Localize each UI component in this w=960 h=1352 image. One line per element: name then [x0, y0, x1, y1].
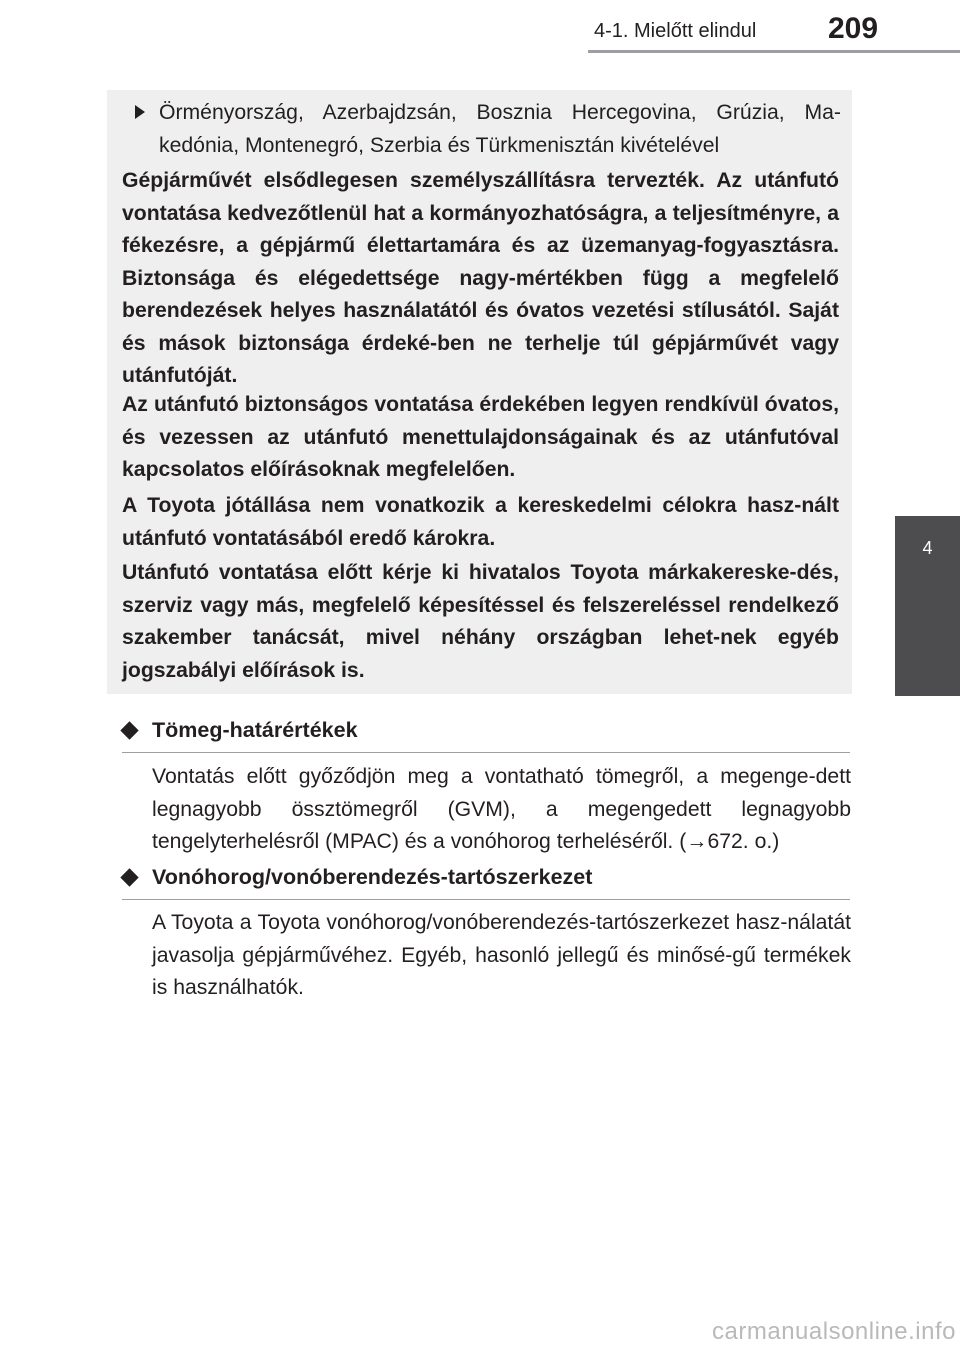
- diamond-bullet-icon: [120, 721, 138, 739]
- notice-bullet-text: Örményország, Azerbajdzsán, Bosznia Hercegovina, Grúzia, Ma-kedónia, Montenegró, Szerbia és Türkmenisztán kivételével: [159, 101, 841, 157]
- section-divider: [122, 752, 850, 753]
- notice-paragraph: Gépjárművét elsődlegesen személyszállításra tervezték. Az utánfutó vontatása kedvezőtlenül hat a kormányozhatóságra, a teljesítményre, a fékezésre, a gépjármű élettartamára és az üzemanyag-fogyasztásra. Biztonsága és elégedettsége nagy-mértékben függ a megfelelő berendezések helyes használatától és óvatos vezetési stílusától. Saját és mások biztonsága érdeké-ben ne terhelje túl gépjárművét vagy utánfutóját.: [122, 169, 839, 387]
- notice-paragraph: Az utánfutó biztonságos vontatása érdekében legyen rendkívül óvatos, és vezessen az utánfutó menettulajdonságainak és az utánfutóval kapcsolatos előírásoknak megfelelően.: [122, 393, 839, 481]
- triangle-bullet-icon: [135, 105, 145, 119]
- chapter-label: Vezetés: [918, 612, 939, 678]
- section-heading-text: Tömeg-határértékek: [152, 718, 358, 742]
- section-body: A Toyota a Toyota vonóhorog/vonóberendezés-tartószerkezet hasz-nálatát javasolja gépjárművéhez. Egyéb, hasonló jellegű és minősé-gű termékek is használhatók.: [152, 911, 851, 999]
- notice-paragraph: Utánfutó vontatása előtt kérje ki hivatalos Toyota márkakereske-dés, szerviz vagy más, megfelelő képesítéssel és felszereléssel rendelkező szakember tanácsát, mivel néhány országban lehet-nek egyéb jogszabályi előírások is.: [122, 561, 839, 682]
- watermark: carmanualsonline.info: [712, 1318, 956, 1345]
- section-title: 4-1. Mielőtt elindul: [594, 20, 757, 42]
- notice-paragraph: A Toyota jótállása nem vonatkozik a kereskedelmi célokra hasz-nált utánfutó vontatásából eredő károkra.: [122, 494, 839, 550]
- chapter-label-container: [896, 600, 960, 690]
- notice-bullet-item: [135, 96, 841, 162]
- header-divider: [588, 50, 960, 53]
- diamond-bullet-icon: [120, 868, 138, 886]
- chapter-number: 4: [922, 538, 933, 558]
- section-heading-text: Vonóhorog/vonóberendezés-tartószerkezet: [152, 865, 593, 889]
- page-number: 209: [828, 12, 879, 45]
- section-body: Vontatás előtt győződjön meg a vontatható tömegről, a megenge-dett legnagyobb össztömegről (GVM), a megengedett legnagyobb tengelyterhelésről (MPAC) és a vonóhorog terheléséről. (→672. o.): [152, 765, 851, 853]
- section-divider: [122, 899, 850, 900]
